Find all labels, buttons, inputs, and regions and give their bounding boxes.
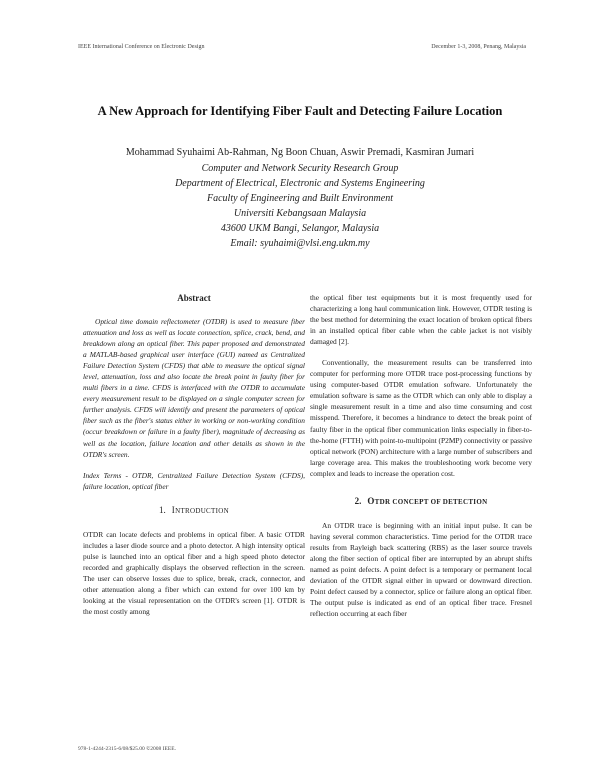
running-header-left: IEEE International Conference on Electronic Design bbox=[78, 44, 205, 50]
section-1-number: 1. bbox=[159, 504, 166, 515]
author-list: Mohammad Syuhaimi Ab-Rahman, Ng Boon Chuan, Aswir Premadi, Kasmiran Jumari bbox=[125, 147, 475, 158]
author-email: Email: syuhaimi@vlsi.eng.ukm.my bbox=[230, 238, 370, 249]
right-column-paragraph-2: Conventionally, the measurement results can be transferred into computer for performing more OTDR trace post-processing functions by using computer-based OTDR emulation software. Unfortunately the emulation software is same as the OTDR which can only able to display a single measurement result in a time and also time consuming and cost misspend. Therefore, it becomes a hindrance to detect the break point of faulty fiber in the optical fiber communication links especially in fiber-to-the-home (FTTH) with point-to-multipoint (P2MP) connectivity or passive optical network (PON) architecture with a large number of subscribers and large coverage area. This makes the troubleshooting work become very complex and leads to increase the operation cost. bbox=[310, 358, 532, 478]
section-2-initial: O bbox=[367, 495, 375, 506]
left-column bbox=[83, 292, 305, 627]
affiliation-line-2: Department of Electrical, Electronic and Systems Engineering bbox=[175, 178, 425, 189]
right-column bbox=[310, 292, 532, 629]
affiliation-line-4: Universiti Kebangsaan Malaysia bbox=[233, 208, 367, 219]
section-1-title: NTRODUCTION bbox=[175, 506, 229, 515]
section-2-paragraph-1: An OTDR trace is beginning with an initial input pulse. It can be having several common characteristics. Time period for the OTDR trace results from Rayleigh back scattering (RBS) as the laser source travels along the fiber section of optical fiber are interrupted by an abrupt shifts named as point defects. A point defect is a temporary or permanent local deviation of the OTDR signal either in upward or downward direction. Point defect caused by a connector, splice or failure along an optical fiber. The output pulse is indicated as end of an optical fiber trace. Fresnel reflection occurring at each fiber bbox=[310, 520, 532, 619]
affiliation-line-5: 43600 UKM Bangi, Selangor, Malaysia bbox=[220, 223, 380, 234]
author-block bbox=[60, 145, 540, 251]
abstract-text: Optical time domain reflectometer (OTDR) is used to measure fiber attenuation and loss as well as locate connection, splice, crack, bend, and breakdown along an optical fiber. This paper proposed and demonstrated a MATLAB-based graphical user interface (GUI) named as Centralized Failure Detection System (CFDS) that able to measure the optical signal level, attenuation, loss and also locate the break point in faulty fiber for multi fibers in a time. CFDS is interfaced with the OTDR to accumulate every measurement result to be displayed on a single computer screen for further analysis. CFDS will identify and present the parameters of optical fiber such as the fiber's status either in working or non-working condition (occur breakdown or failure in a faulty fiber), magnitude of decreasing as well as the location, failure location and other details as shown in the OTDR's screen. bbox=[83, 317, 305, 459]
section-2-title: TDR CONCEPT OF DETECTION bbox=[374, 497, 488, 506]
index-terms: Index Terms - OTDR, Centralized Failure Detection System (CFDS), failure location, optical fiber bbox=[83, 470, 305, 491]
section-1-heading bbox=[83, 504, 305, 517]
copyright-footer: 978-1-4244-2315-6/08/$25.00 ©2008 IEEE. bbox=[78, 746, 176, 752]
section-1-initial: I bbox=[171, 504, 176, 515]
section-2-heading bbox=[310, 495, 532, 508]
abstract-heading: Abstract bbox=[177, 293, 211, 303]
section-1-paragraph-1: OTDR can locate defects and problems in optical fiber. A basic OTDR includes a laser diode source and a photo detector. A high intensity optical pulse is launched into an optical fiber and a high speed photo detector recorded and graphically displays the observed reflection in the screen. The user can observe losses due to splice, break, crack, connector, and other attenuation along a fiber which can extend for over 100 km by looking at the visual representation on the OTDR's screen [1]. OTDR is the most costly among bbox=[83, 529, 305, 617]
affiliation-line-3: Faculty of Engineering and Built Environment bbox=[207, 193, 393, 204]
affiliation-line-1: Computer and Network Security Research Group bbox=[201, 163, 399, 174]
right-column-paragraph-1: the optical fiber test equipments but it is most frequently used for characterizing a long haul communication link. However, OTDR testing is the best method for determining the exact location of broken optical fibers in an installed optical fiber cable when the cable jacket is not visibly damaged [2]. bbox=[310, 293, 532, 347]
running-header-right: December 1-3, 2008, Penang, Malaysia bbox=[431, 44, 526, 50]
section-2-number: 2. bbox=[354, 495, 362, 506]
paper-title: A New Approach for Identifying Fiber Fault and Detecting Failure Location bbox=[97, 104, 503, 118]
